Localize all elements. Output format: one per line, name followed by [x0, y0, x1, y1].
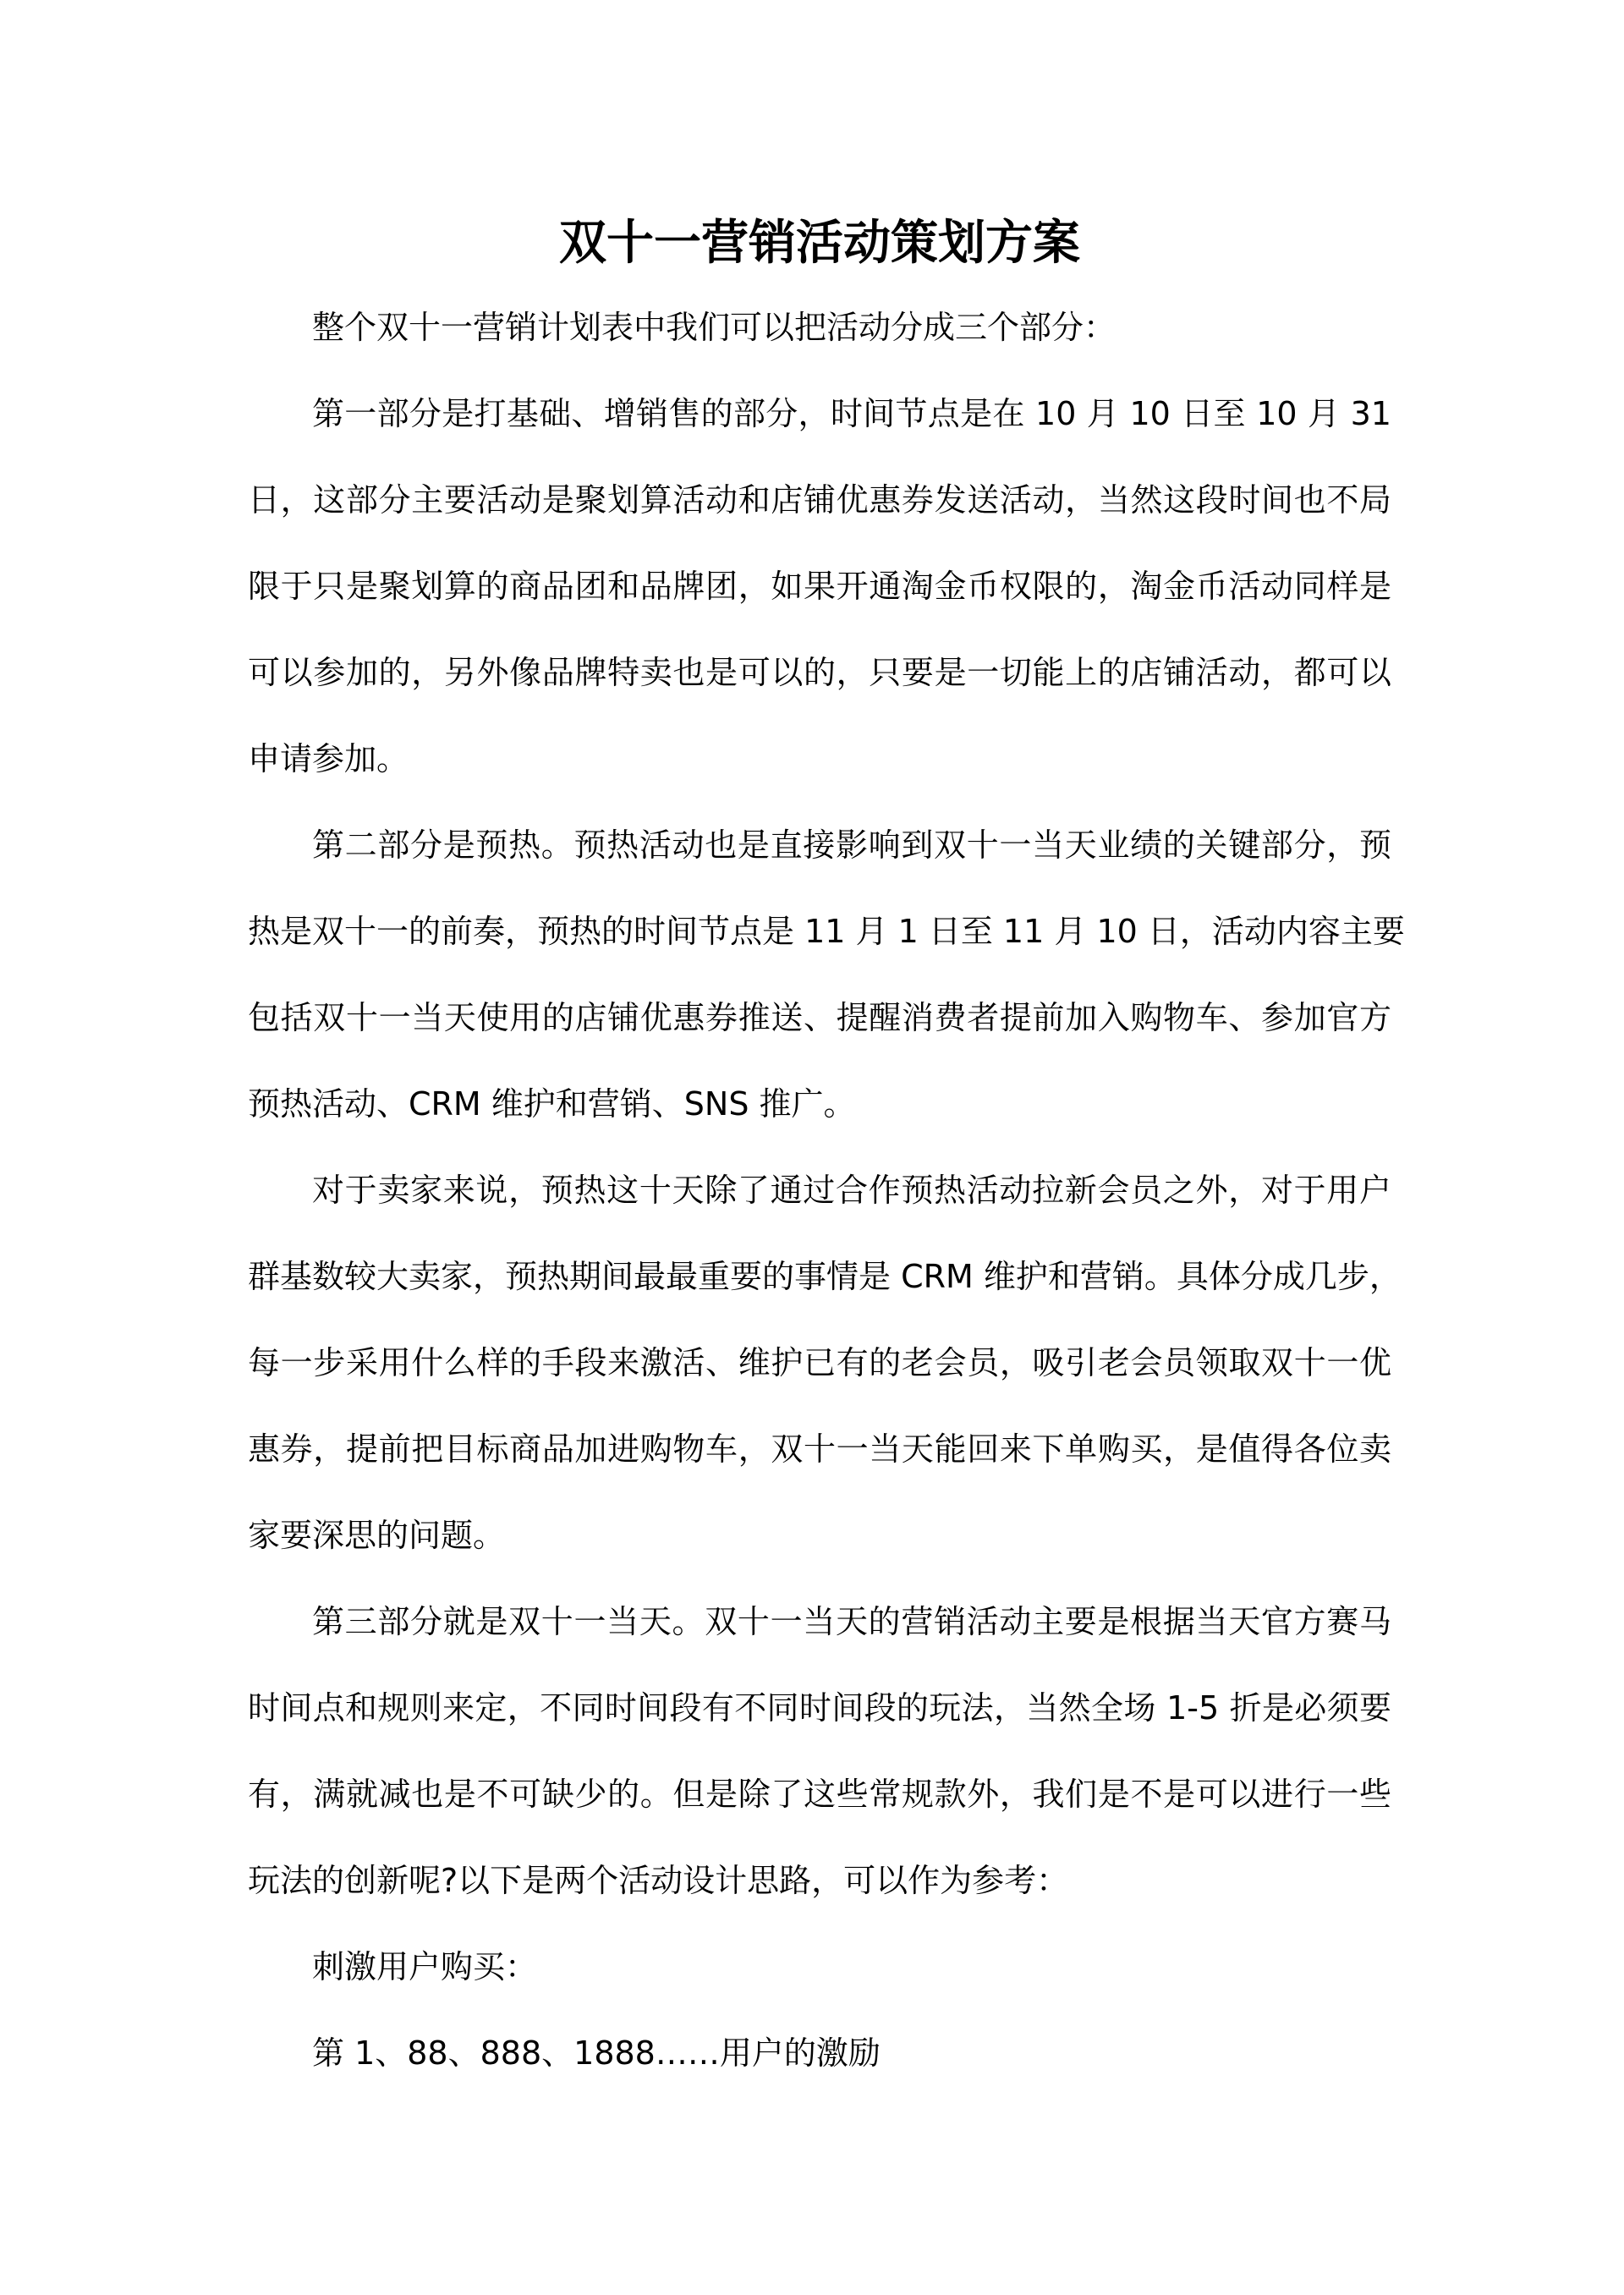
paragraph-line: 整个双十一营销计划表中我们可以把活动分成三个部分：: [312, 309, 1116, 346]
paragraph: [248, 284, 1391, 371]
paragraph-line: 第 1、88、888、1888……用户的激励: [312, 2034, 881, 2072]
paragraph: [248, 802, 1405, 1147]
paragraph-line: 第二部分是预热。预热活动也是直接影响到双十一当天业绩的关键部分，预: [312, 826, 1391, 864]
paragraph: [248, 1578, 1391, 1924]
paragraph-line: 刺激用户购买：: [312, 1948, 538, 1985]
paragraph-line: 每一步采用什么样的手段来激活、维护已有的老会员，吸引老会员领取双十一优: [248, 1344, 1391, 1381]
document-body: [248, 284, 1405, 2096]
paragraph-line: 预热活动、CRM 维护和营销、SNS 推广。: [248, 1085, 856, 1123]
paragraph-line: 玩法的创新呢?以下是两个活动设计思路，可以作为参考：: [248, 1862, 1069, 1899]
paragraph-line: 第一部分是打基础、增销售的部分，时间节点是在 10 月 10 日至 10 月 31: [312, 395, 1391, 432]
paragraph-line: 惠券，提前把目标商品加进购物车，双十一当天能回来下单购买，是值得各位卖: [248, 1430, 1391, 1468]
paragraph-line: 群基数较大卖家，预热期间最最重要的事情是 CRM 维护和营销。具体分成几步，: [248, 1258, 1402, 1295]
paragraph-line: 申请参加。: [248, 740, 409, 777]
paragraph: [248, 1924, 1391, 2010]
paragraph: [248, 1147, 1402, 1578]
paragraph: [248, 371, 1391, 802]
document-page: [248, 211, 1405, 2096]
paragraph: [248, 2010, 1391, 2096]
document-title: 双十一营销活动策划方案: [559, 216, 1080, 271]
paragraph-line: 可以参加的，另外像品牌特卖也是可以的，只要是一切能上的店铺活动，都可以: [248, 654, 1391, 691]
paragraph-line: 时间点和规则来定，不同时间段有不同时间段的玩法，当然全场 1-5 折是必须要: [248, 1689, 1391, 1727]
paragraph-line: 热是双十一的前奏，预热的时间节点是 11 月 1 日至 11 月 10 日，活动内容主要: [248, 913, 1405, 950]
paragraph-line: 第三部分就是双十一当天。双十一当天的营销活动主要是根据当天官方赛马: [312, 1603, 1391, 1640]
paragraph-line: 日，这部分主要活动是聚划算活动和店铺优惠券发送活动，当然这段时间也不局: [248, 481, 1391, 519]
paragraph-line: 有，满就减也是不可缺少的。但是除了这些常规款外，我们是不是可以进行一些: [248, 1776, 1391, 1813]
paragraph-line: 限于只是聚划算的商品团和品牌团，如果开通淘金币权限的，淘金币活动同样是: [248, 568, 1391, 605]
paragraph-line: 对于卖家来说，预热这十天除了通过合作预热活动拉新会员之外，对于用户: [312, 1172, 1391, 1209]
paragraph-line: 包括双十一当天使用的店铺优惠券推送、提醒消费者提前加入购物车、参加官方: [248, 999, 1391, 1036]
paragraph-line: 家要深思的问题。: [248, 1517, 506, 1554]
